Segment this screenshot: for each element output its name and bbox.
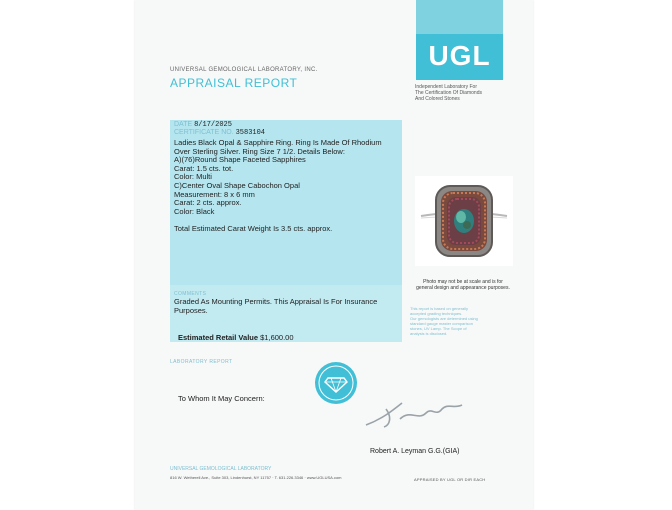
date-label: DATE: [174, 121, 193, 128]
signature-mark: [362, 395, 472, 435]
ring-illustration: [415, 176, 513, 266]
fine-print-line: analysis is disclosed.: [410, 331, 448, 336]
ugl-logo-text: UGL: [428, 40, 491, 71]
certificate-label: CERTIFICATE NO.: [174, 129, 234, 136]
footer-lab-name: UNIVERSAL GEMOLOGICAL LABORATORY: [170, 466, 272, 472]
description-line: Ladies Black Opal & Sapphire Ring. Ring Is Made Of Rhodium: [174, 138, 382, 147]
fine-print-line: stones, UV Lamp. The Scope of: [410, 326, 467, 331]
footer-note: APPRAISED BY UGL OR DIR EACH: [414, 477, 486, 482]
photo-note-line: general design and appearance purposes.: [416, 285, 510, 291]
description-line: Carat: 2 cts. approx.: [174, 198, 242, 208]
fine-print-line: accepted grading techniques.: [410, 311, 463, 316]
certificate-number: 3583104: [235, 129, 265, 137]
comments-text: Graded As Mounting Permits. This Appraisal Is For Insurance Purposes.: [174, 297, 378, 315]
report-title: APPRAISAL REPORT: [170, 76, 298, 90]
fine-print: [410, 306, 495, 336]
date-value: 8/17/2025: [194, 121, 232, 129]
retail-value: $1,600.00: [260, 333, 294, 342]
description-line: Measurement: 8 x 6 mm: [174, 189, 255, 199]
photo-note-line: Photo may not be at scale and is for: [423, 279, 503, 285]
description-line: Color: Black: [174, 206, 215, 216]
description-line: Color: Multi: [174, 172, 212, 182]
retail-value-row: [178, 333, 294, 342]
fine-print-line: Our gemologists are determined using: [410, 316, 478, 321]
description-line: C)Center Oval Shape Cabochon Opal: [174, 180, 300, 190]
photo-disclaimer: [408, 279, 518, 291]
tagline-line: And Colored Stones: [415, 96, 460, 102]
seal-icon: [314, 361, 358, 405]
description-line: Over Sterling Silver. Ring Size 7 1/2. Details Below:: [174, 146, 345, 156]
description-line: A)(76)Round Shape Faceted Sapphires: [174, 155, 306, 165]
item-description: [174, 139, 400, 234]
fine-print-line: standard gauge master comparison: [410, 321, 473, 326]
description-line: Total Estimated Carat Weight Is 3.5 cts. approx.: [174, 223, 333, 233]
tagline-line: The Certification Of Diamonds: [415, 90, 482, 96]
certificate-row: [174, 129, 265, 137]
date-row: [174, 121, 232, 129]
lab-name: UNIVERSAL GEMOLOGICAL LABORATORY, INC.: [170, 67, 318, 73]
ugl-seal: [314, 361, 358, 410]
fine-print-line: This report is based on generally: [410, 306, 469, 311]
comments-label: COMMENTS: [174, 291, 207, 297]
laboratory-report-label: LABORATORY REPORT: [170, 359, 233, 365]
signature: [362, 395, 472, 440]
retail-value-label: Estimated Retail Value: [178, 333, 259, 342]
ring-photo: [415, 176, 513, 266]
signer-name: Robert A. Leyman G.G.(GIA): [370, 448, 460, 455]
to-whom-it-may-concern: To Whom It May Concern:: [178, 394, 265, 403]
description-line: Carat: 1.5 cts. tot.: [174, 163, 234, 173]
footer-address: 816 W. Wetherell Ave., Suite 303, Lindenhurst, NY 11757 · T. 631.226.3346 · www.UGLUSA.com: [170, 475, 342, 480]
lab-tagline: [415, 84, 525, 102]
tagline-line: Independent Laboratory For: [415, 84, 477, 90]
ugl-logo-block: [416, 0, 503, 80]
